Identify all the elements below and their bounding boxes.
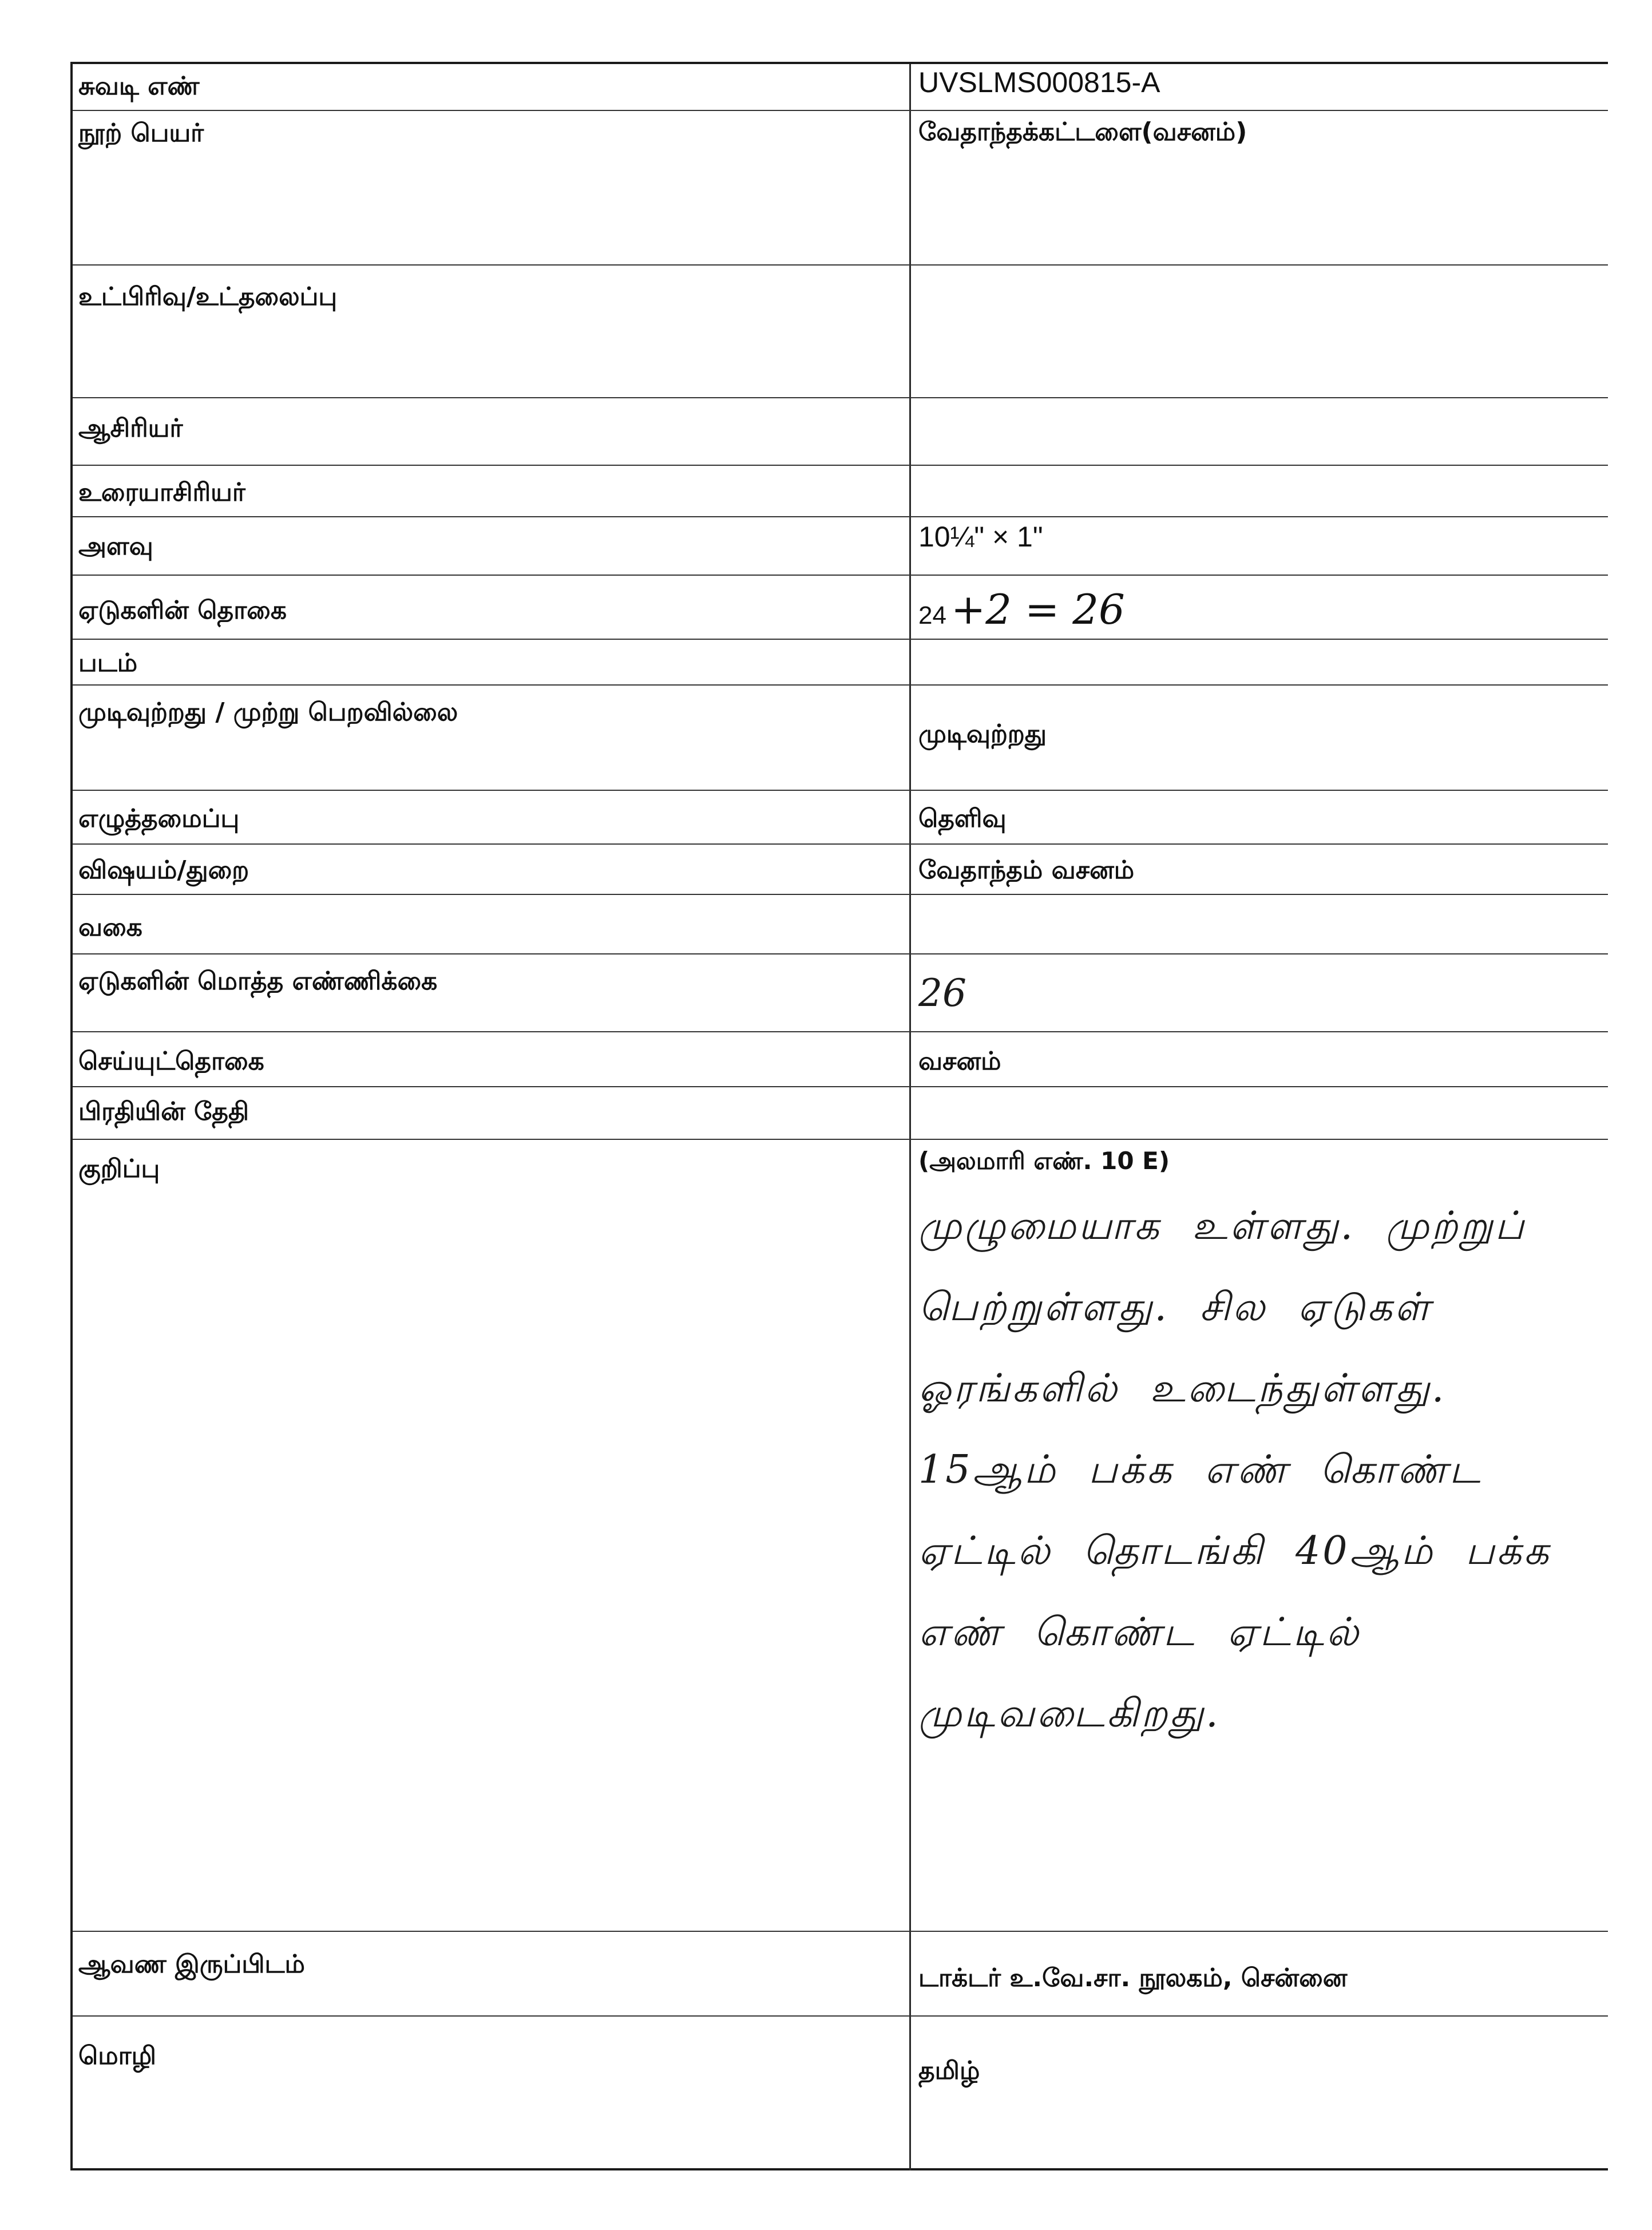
column-divider <box>909 398 911 465</box>
label-copy-date: பிரதியின் தேதி <box>78 1097 249 1126</box>
column-divider <box>909 686 911 790</box>
label-note: குறிப்பு <box>78 1154 160 1183</box>
column-divider <box>909 64 911 110</box>
value-language: தமிழ் <box>918 2056 980 2085</box>
row-verse-count <box>73 1032 1608 1087</box>
label-language: மொழி <box>78 2041 156 2070</box>
catalog-record-form <box>70 62 1608 2170</box>
row-note <box>73 1140 1608 1932</box>
row-total-leaf-count <box>73 954 1608 1032</box>
column-divider <box>909 1140 911 1931</box>
value-book-title: வேதாந்தக்கட்டளை(வசனம்) <box>918 117 1247 146</box>
label-completion-status: முடிவுற்றது / முற்று பெறவில்லை <box>78 698 458 727</box>
row-repository <box>73 1932 1608 2017</box>
label-size: அளவு <box>78 532 153 561</box>
row-illustration <box>73 640 1608 686</box>
label-subdivision: உட்பிரிவு/உட்தலைப்பு <box>78 282 338 311</box>
column-divider <box>909 2017 911 2170</box>
column-divider <box>909 266 911 397</box>
value-leaf-count-handwritten: +2 = 26 <box>950 585 1125 633</box>
label-total-leaf-count: ஏடுகளின் மொத்த எண்ணிக்கை <box>78 967 438 996</box>
value-leaf-count <box>918 586 1125 633</box>
row-size <box>73 517 1608 576</box>
row-commentator <box>73 466 1608 517</box>
column-divider <box>909 954 911 1031</box>
column-divider <box>909 845 911 894</box>
value-script-legibility: தெளிவு <box>918 804 1007 833</box>
column-divider <box>909 1087 911 1139</box>
note-shelf-number: (அலமாரி எண். 10 E) <box>918 1147 1170 1175</box>
label-manuscript-number: சுவடி எண் <box>78 72 200 101</box>
column-divider <box>909 517 911 575</box>
label-commentator: உரையாசிரியர் <box>78 478 245 507</box>
row-copy-date <box>73 1087 1608 1140</box>
column-divider <box>909 576 911 639</box>
row-manuscript-number <box>73 64 1608 111</box>
value-total-leaf-count: 26 <box>918 971 966 1015</box>
label-repository: ஆவண இருப்பிடம் <box>78 1950 305 1979</box>
row-script-legibility <box>73 791 1608 845</box>
row-category <box>73 895 1608 954</box>
row-leaf-count <box>73 576 1608 640</box>
value-leaf-count-printed: 24 <box>918 601 946 629</box>
column-divider <box>909 1032 911 1086</box>
column-divider <box>909 111 911 264</box>
note-handwritten-remarks: முழுமையாக உள்ளது. முற்றுப் பெற்றுள்ளது. சில ஏடுகள் ஓரங்களில் உடைந்துள்ளது. 15ஆம் பக்க எண் கொண்ட ஏட்டில் தொடங்கி 40ஆம் பக்க எண் கொண்ட ஏட்டில் முடிவடைகிறது. <box>918 1203 1551 1737</box>
label-verse-count: செய்யுட்தொகை <box>78 1047 264 1076</box>
label-category: வகை <box>78 913 142 942</box>
label-author: ஆசிரியர் <box>78 414 183 443</box>
row-subdivision <box>73 266 1608 398</box>
value-size: 10¼" × 1" <box>918 521 1043 553</box>
value-note <box>918 1147 1599 1754</box>
label-script-legibility: எழுத்தமைப்பு <box>78 804 240 833</box>
value-repository: டாக்டர் உ.வே.சா. நூலகம், சென்னை <box>918 1963 1348 1993</box>
column-divider <box>909 1932 911 2015</box>
value-verse-count: வசனம் <box>918 1047 1001 1076</box>
column-divider <box>909 895 911 953</box>
label-subject: விஷயம்/துறை <box>78 855 249 885</box>
value-manuscript-number: UVSLMS000815-A <box>918 66 1160 98</box>
row-author <box>73 398 1608 466</box>
row-subject <box>73 845 1608 895</box>
label-illustration: படம் <box>78 648 138 678</box>
row-completion-status <box>73 686 1608 791</box>
column-divider <box>909 791 911 843</box>
column-divider <box>909 640 911 684</box>
column-divider <box>909 466 911 516</box>
row-book-title <box>73 111 1608 266</box>
label-leaf-count: ஏடுகளின் தொகை <box>78 596 287 625</box>
value-subject: வேதாந்தம் வசனம் <box>918 855 1135 885</box>
row-language <box>73 2017 1608 2170</box>
value-completion-status: முடிவுற்றது <box>918 719 1047 748</box>
label-book-title: நூற் பெயர் <box>78 118 204 148</box>
